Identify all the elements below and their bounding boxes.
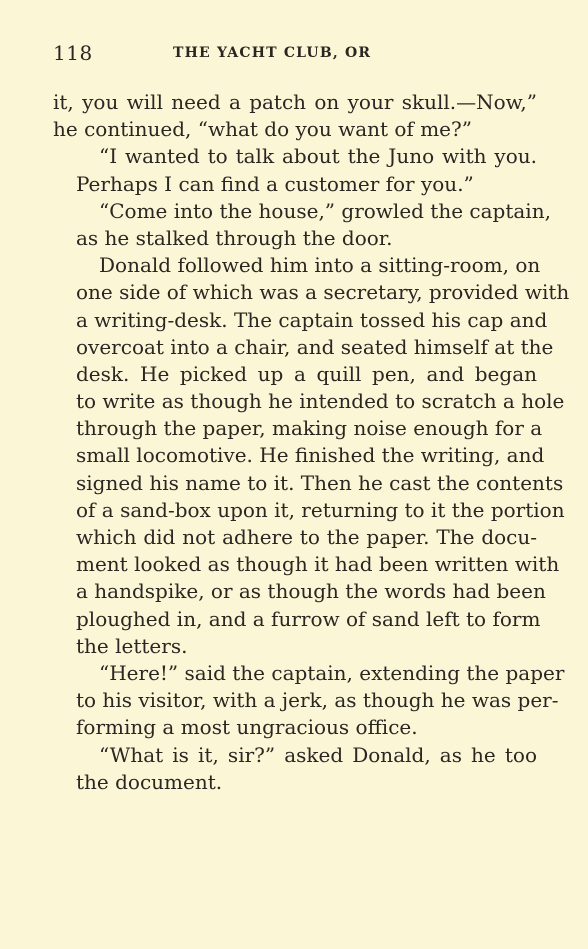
text-line: which did not adhere to the paper. The docu- [76, 525, 537, 549]
body-text [53, 89, 570, 796]
text-line: to write as though he intended to scratch a hole [76, 389, 565, 414]
text-line: of a sand-box upon it, returning to it the portion [76, 497, 565, 522]
paragraph [53, 742, 537, 796]
running-title: THE YACHT CLUB, OR [173, 45, 372, 61]
text-line: desk. He picked up a quill pen, and began [76, 361, 537, 386]
text-line: as he stalked through the door. [76, 225, 393, 250]
paragraph [53, 143, 537, 197]
text-line: “What is it, sir?” asked Donald, as he too [99, 742, 537, 767]
text-line: it, you will need a patch on your skull.—Now,” [53, 90, 537, 114]
text-line: signed his name to it. Then he cast the contents [76, 470, 564, 495]
paragraph [53, 198, 551, 252]
text-line: ploughed in, and a furrow of sand left to form [76, 606, 541, 631]
text-line: a writing-desk. The captain tossed his cap and [76, 307, 548, 332]
text-line: overcoat into a chair, and seated himself at the [76, 334, 554, 359]
text-line: he continued, “what do you want of me?” [53, 117, 472, 142]
text-line: ment looked as though it had been written with [76, 552, 560, 577]
text-line: forming a most ungracious office. [76, 715, 418, 740]
text-line: one side of which was a secretary, provided with [76, 280, 570, 305]
text-line: “Come into the house,” growled the captain, [99, 198, 551, 223]
text-line: to his visitor, with a jerk, as though he was per- [76, 688, 559, 713]
text-line: the letters. [76, 633, 188, 658]
paragraph [53, 89, 537, 143]
text-line: small locomotive. He finished the writing, and [76, 443, 545, 468]
text-line: Perhaps I can find a customer for you.” [76, 171, 474, 196]
text-line: “Here!” said the captain, extending the paper [99, 660, 565, 685]
text-line: a handspike, or as though the words had been [76, 579, 546, 604]
paragraph [53, 252, 570, 660]
page-number: 118 [53, 41, 93, 65]
text-line: through the paper, making noise enough for a [76, 416, 543, 441]
text-line: “I wanted to talk about the Juno with you. [99, 144, 537, 169]
text-line: Donald followed him into a sitting-room, on [99, 253, 541, 278]
text-line: the document. [76, 769, 223, 794]
paragraph [53, 660, 565, 742]
page-header [53, 41, 535, 65]
